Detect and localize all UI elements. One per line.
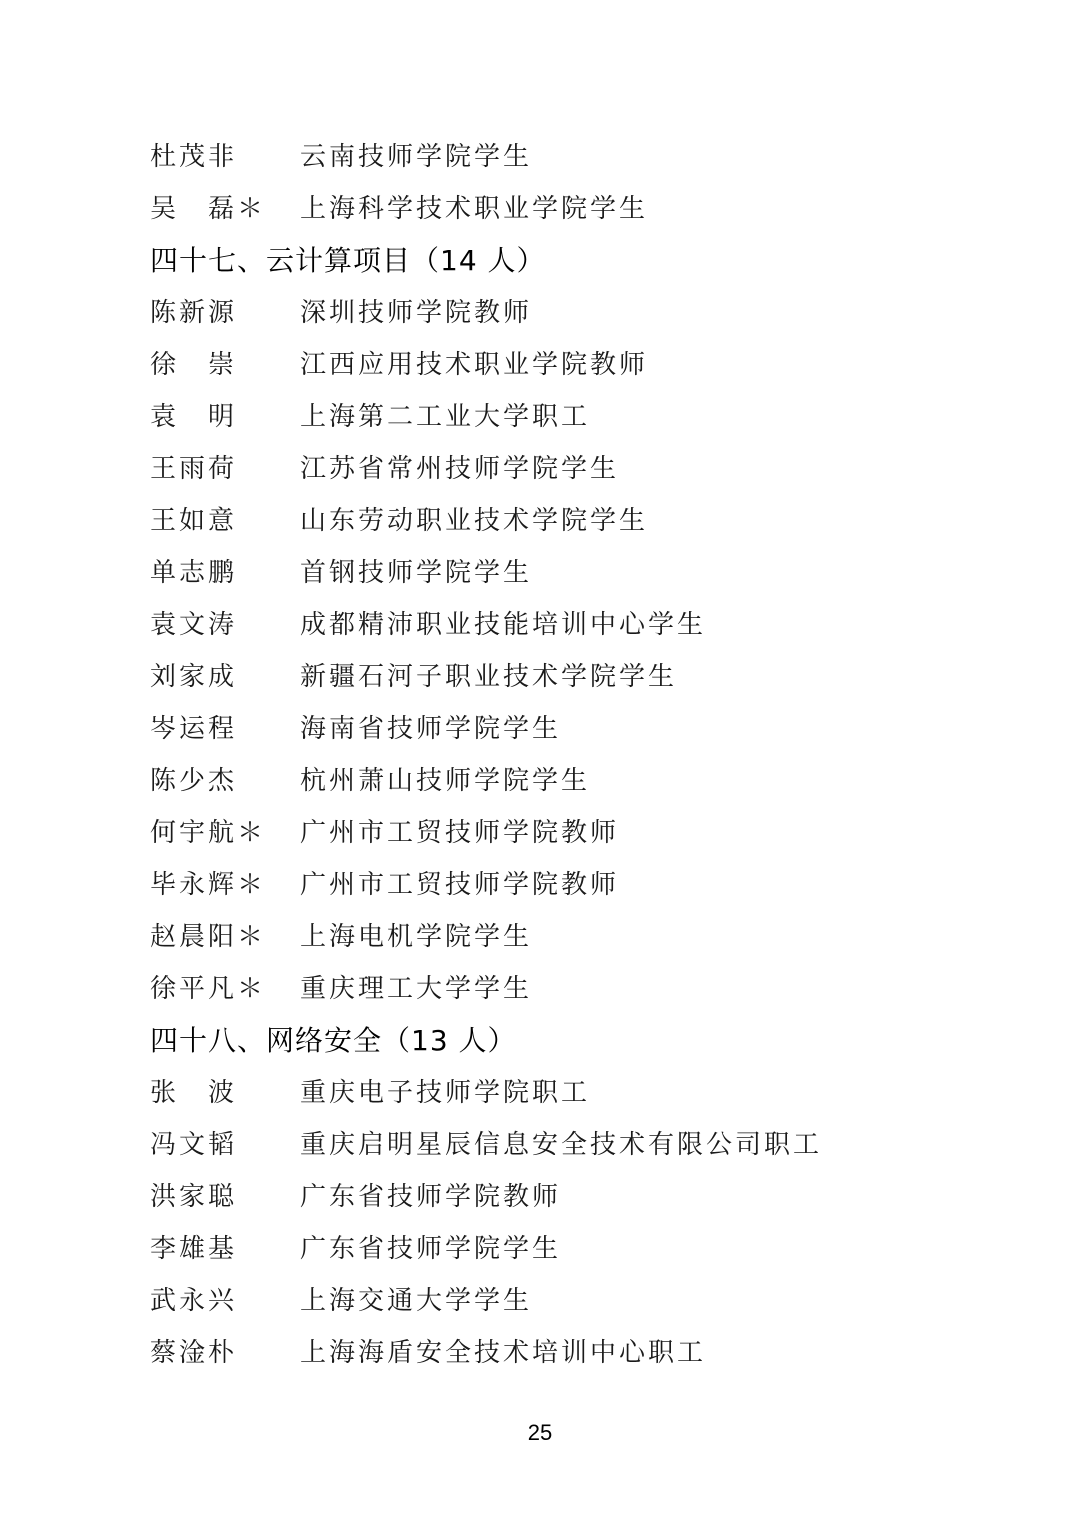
person-affiliation: 山东劳动职业技术学院学生 [300, 506, 649, 536]
roster-entry [150, 963, 1050, 1015]
person-affiliation: 重庆电子技师学院职工 [300, 1078, 591, 1108]
person-affiliation: 上海第二工业大学职工 [300, 402, 591, 432]
person-affiliation: 江苏省常州技师学院学生 [300, 454, 620, 484]
roster-entry [150, 1119, 1050, 1171]
person-affiliation: 上海电机学院学生 [300, 922, 533, 952]
roster-entry [150, 1327, 1050, 1379]
roster-entry [150, 859, 1050, 911]
person-name: 徐平凡＊ [150, 974, 267, 1004]
person-affiliation: 上海交通大学学生 [300, 1286, 533, 1316]
person-name: 王如意 [150, 506, 238, 536]
person-affiliation: 广东省技师学院教师 [300, 1182, 562, 1212]
person-name: 蔡淦朴 [150, 1338, 238, 1368]
roster-entry [150, 391, 1050, 443]
person-affiliation: 江西应用技术职业学院教师 [300, 350, 649, 380]
person-affiliation: 深圳技师学院教师 [300, 298, 533, 328]
person-affiliation: 广州市工贸技师学院教师 [300, 870, 620, 900]
roster-entry [150, 755, 1050, 807]
roster-entry [150, 599, 1050, 651]
person-name: 何宇航＊ [150, 818, 267, 848]
person-name: 张 波 [150, 1078, 238, 1108]
page-number: 25 [527, 1420, 553, 1445]
roster-entry [150, 131, 1050, 183]
person-name: 陈新源 [150, 298, 238, 328]
person-name: 毕永辉＊ [150, 870, 267, 900]
person-name: 袁文涛 [150, 610, 238, 640]
person-name: 刘家成 [150, 662, 238, 692]
person-affiliation: 上海科学技术职业学院学生 [300, 194, 649, 224]
person-name: 陈少杰 [150, 766, 238, 796]
roster-entry [150, 1223, 1050, 1275]
person-name: 李雄基 [150, 1234, 238, 1264]
person-affiliation: 成都精沛职业技能培训中心学生 [300, 610, 707, 640]
roster-entry [150, 807, 1050, 859]
person-affiliation: 上海海盾安全技术培训中心职工 [300, 1338, 707, 1368]
section-heading: 四十七、云计算项目（14 人） [150, 244, 546, 277]
roster-entry [150, 1067, 1050, 1119]
person-name: 单志鹏 [150, 558, 238, 588]
person-name: 岑运程 [150, 714, 238, 744]
roster-entry [150, 911, 1050, 963]
person-name: 洪家聪 [150, 1182, 238, 1212]
person-affiliation: 首钢技师学院学生 [300, 558, 533, 588]
roster-entry [150, 1171, 1050, 1223]
roster-entry [150, 287, 1050, 339]
section-heading: 四十八、网络安全（13 人） [150, 1024, 517, 1057]
person-affiliation: 云南技师学院学生 [300, 142, 533, 172]
roster-entry [150, 183, 1050, 235]
person-affiliation: 新疆石河子职业技术学院学生 [300, 662, 678, 692]
person-affiliation: 海南省技师学院学生 [300, 714, 562, 744]
roster-entry [150, 703, 1050, 755]
person-affiliation: 广东省技师学院学生 [300, 1234, 562, 1264]
person-affiliation: 杭州萧山技师学院学生 [300, 766, 591, 796]
person-name: 杜茂非 [150, 142, 238, 172]
person-name: 武永兴 [150, 1286, 238, 1316]
person-name: 赵晨阳＊ [150, 922, 267, 952]
person-name: 冯文韬 [150, 1130, 238, 1160]
roster-entry [150, 547, 1050, 599]
person-affiliation: 广州市工贸技师学院教师 [300, 818, 620, 848]
person-name: 徐 崇 [150, 350, 238, 380]
roster-entry [150, 495, 1050, 547]
person-name: 袁 明 [150, 402, 238, 432]
person-affiliation: 重庆启明星辰信息安全技术有限公司职工 [300, 1130, 823, 1160]
roster-entry [150, 651, 1050, 703]
roster-entry [150, 1275, 1050, 1327]
roster-entry [150, 443, 1050, 495]
roster-entry [150, 339, 1050, 391]
person-affiliation: 重庆理工大学学生 [300, 974, 533, 1004]
person-name: 王雨荷 [150, 454, 238, 484]
person-name: 吴 磊＊ [150, 194, 267, 224]
